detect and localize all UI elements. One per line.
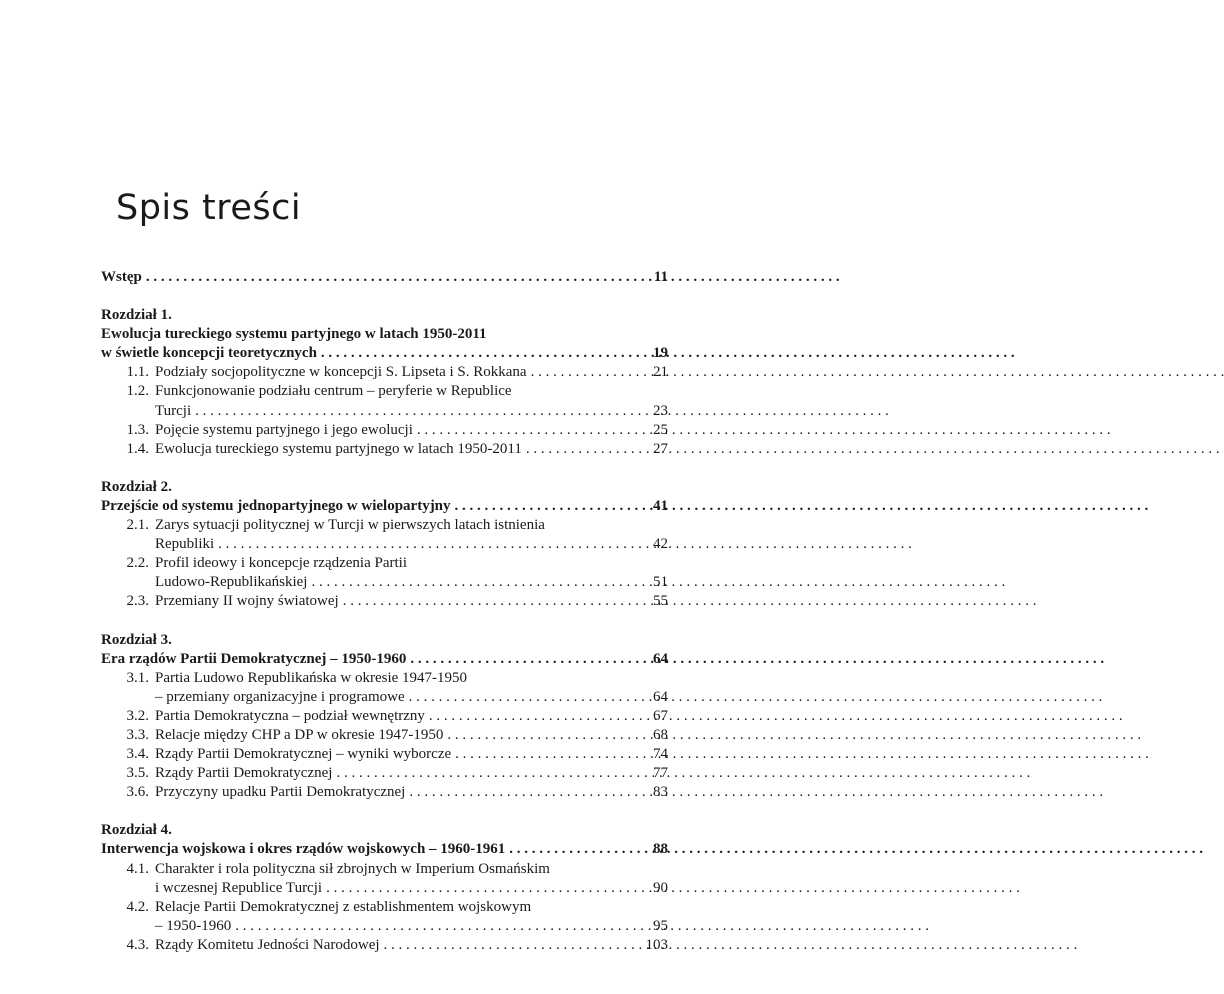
page-number: 27 [653, 440, 668, 457]
page-number: 11 [653, 269, 668, 285]
section-number: 1.3. [126, 421, 149, 438]
leader-dots [527, 363, 642, 382]
leader-dots [191, 402, 642, 421]
entry-title: Relacje Partii Demokratycznej z establishmentem wojskowym [155, 898, 532, 915]
section-number: 2.1. [126, 517, 149, 534]
leader-dots [339, 592, 642, 611]
page-number: 64 [653, 650, 668, 667]
page-number: 25 [653, 421, 668, 438]
entry-title: Rządy Partii Demokratycznej – wyniki wyborcze [155, 746, 452, 763]
toc-entry-3-1[interactable] [101, 688, 668, 707]
page-number: 88 [653, 841, 668, 858]
entry-title: w świetle koncepcji teoretycznych [101, 345, 317, 362]
page-number: 64 [653, 688, 668, 705]
page-number: 55 [653, 593, 668, 610]
entry-title: Ludowo-Republikańskiej [155, 574, 308, 591]
toc-entry-4-3[interactable] [101, 936, 668, 955]
leader-dots [405, 783, 642, 802]
page-number: 103 [645, 936, 668, 953]
leader-dots [322, 879, 642, 898]
chapter-label: Rozdział 4. [101, 822, 172, 839]
page-number: 51 [653, 574, 668, 591]
toc-entry-1-2-line1[interactable] [101, 382, 668, 401]
leader-dots [451, 497, 642, 516]
page-number: 67 [653, 707, 668, 724]
page-number: 19 [653, 345, 668, 362]
entry-title: Przyczyny upadku Partii Demokratycznej [155, 784, 406, 801]
page-number: 41 [653, 497, 668, 514]
section-number: 4.1. [126, 860, 149, 877]
leader-dots [380, 936, 642, 955]
section-number: 3.4. [126, 746, 149, 763]
entry-title: Podziały socjopolityczne w koncepcji S. Lipseta i S. Rokkana [155, 364, 527, 381]
leader-dots [214, 535, 642, 554]
leader-dots [307, 573, 642, 592]
section-number: 3.1. [126, 669, 149, 686]
toc-entry-4-2[interactable] [101, 917, 668, 936]
toc-entry-4-2-line1[interactable] [101, 898, 668, 917]
entry-title: Republiki [155, 536, 215, 553]
toc-entry-chapter-2[interactable] [101, 497, 668, 516]
chapter-label: Rozdział 3. [101, 631, 172, 648]
section-number: 3.6. [126, 784, 149, 801]
entry-title: Partia Demokratyczna – podział wewnętrzny [155, 707, 425, 724]
toc-entry-chapter-3[interactable] [101, 650, 668, 669]
toc-entry-4-1-line1[interactable] [101, 860, 668, 879]
toc-entry-3-1-line1[interactable] [101, 669, 668, 688]
toc-entry-3-6[interactable] [101, 783, 668, 802]
toc-entry-2-1-line1[interactable] [101, 516, 668, 535]
toc-entry-chapter-4[interactable] [101, 840, 668, 859]
toc-entry-1-3[interactable] [101, 421, 668, 440]
leader-dots [505, 840, 642, 859]
entry-title: Interwencja wojskowa i okres rządów wojskowych – 1960-1961 [101, 841, 506, 858]
entry-title: Rządy Komitetu Jedności Narodowej [155, 936, 380, 953]
entry-title: Funkcjonowanie podziału centrum – peryferie w Republice [155, 383, 512, 400]
leader-dots [142, 268, 642, 287]
entry-title: Era rządów Partii Demokratycznej – 1950-1960 [101, 650, 407, 667]
toc-entry-2-2[interactable] [101, 573, 668, 592]
section-number: 4.2. [126, 898, 149, 915]
toc-entry-1-2[interactable] [101, 402, 668, 421]
leader-dots [406, 650, 642, 669]
chapter-title-line: Ewolucja tureckiego systemu partyjnego w latach 1950-2011 [101, 326, 487, 343]
page-number: 42 [653, 536, 668, 553]
chapter-label: Rozdział 2. [101, 478, 172, 495]
page-number: 68 [653, 726, 668, 743]
entry-title: – 1950-1960 [155, 917, 232, 934]
page-number: 90 [653, 879, 668, 896]
leader-dots [425, 707, 642, 726]
page-number: 23 [653, 402, 668, 419]
leader-dots [405, 688, 642, 707]
toc-entry-3-2[interactable] [101, 707, 668, 726]
entry-title: Zarys sytuacji politycznej w Turcji w pierwszych latach istnienia [155, 517, 545, 534]
entry-title: Ewolucja tureckiego systemu partyjnego w latach 1950-2011 [155, 440, 522, 457]
page-number: 83 [653, 784, 668, 801]
toc-entry-2-2-line1[interactable] [101, 554, 668, 573]
toc-entry-4-1[interactable] [101, 879, 668, 898]
leader-dots [413, 421, 642, 440]
toc-entry-1-1[interactable] [101, 363, 668, 382]
toc-entry-1-4[interactable] [101, 440, 668, 459]
entry-title: Rządy Partii Demokratycznej [155, 765, 333, 782]
section-number: 2.3. [126, 593, 149, 610]
entry-title: Relacje między CHP a DP w okresie 1947-1950 [155, 726, 444, 743]
section-number: 3.5. [126, 765, 149, 782]
leader-dots [231, 917, 642, 936]
toc-entry-3-5[interactable] [101, 764, 668, 783]
toc-entry-2-3[interactable] [101, 592, 668, 611]
chapter-label: Rozdział 1. [101, 307, 172, 324]
page-number: 74 [653, 746, 668, 763]
entry-title: Przemiany II wojny światowej [155, 593, 339, 610]
leader-dots [522, 440, 642, 459]
leader-dots [451, 745, 642, 764]
section-number: 4.3. [126, 936, 149, 953]
section-number: 2.2. [126, 555, 149, 572]
entry-title: Profil ideowy i koncepcje rządzenia Partii [155, 555, 407, 572]
entry-title: Partia Ludowo Republikańska w okresie 1947-1950 [155, 669, 468, 686]
entry-title: Pojęcie systemu partyjnego i jego ewolucji [155, 421, 413, 438]
leader-dots [332, 764, 642, 783]
toc-entry-intro[interactable] [101, 268, 668, 287]
section-number: 1.1. [126, 364, 149, 381]
toc-entry-3-4[interactable] [101, 745, 668, 764]
entry-title: Wstęp [101, 269, 142, 285]
entry-title: Charakter i rola polityczna sił zbrojnych w Imperium Osmańskim [155, 860, 550, 877]
entry-title: Przejście od systemu jednopartyjnego w wielopartyjny [101, 497, 451, 514]
toc-entry-3-3[interactable] [101, 726, 668, 745]
entry-title: – przemiany organizacyjne i programowe [155, 688, 405, 705]
section-number: 1.4. [126, 440, 149, 457]
section-number: 1.2. [126, 383, 149, 400]
page-title: Spis treści [116, 188, 302, 228]
leader-dots [443, 726, 642, 745]
entry-title: Turcji [155, 402, 192, 419]
page-number: 21 [653, 364, 668, 381]
section-number: 3.2. [126, 707, 149, 724]
section-number: 3.3. [126, 726, 149, 743]
page-number: 77 [653, 765, 668, 782]
page-number: 95 [653, 917, 668, 934]
table-of-contents [101, 268, 668, 955]
leader-dots [317, 344, 642, 363]
entry-title: i wczesnej Republice Turcji [155, 879, 323, 896]
toc-entry-chapter-1[interactable] [101, 344, 668, 363]
toc-entry-2-1[interactable] [101, 535, 668, 554]
